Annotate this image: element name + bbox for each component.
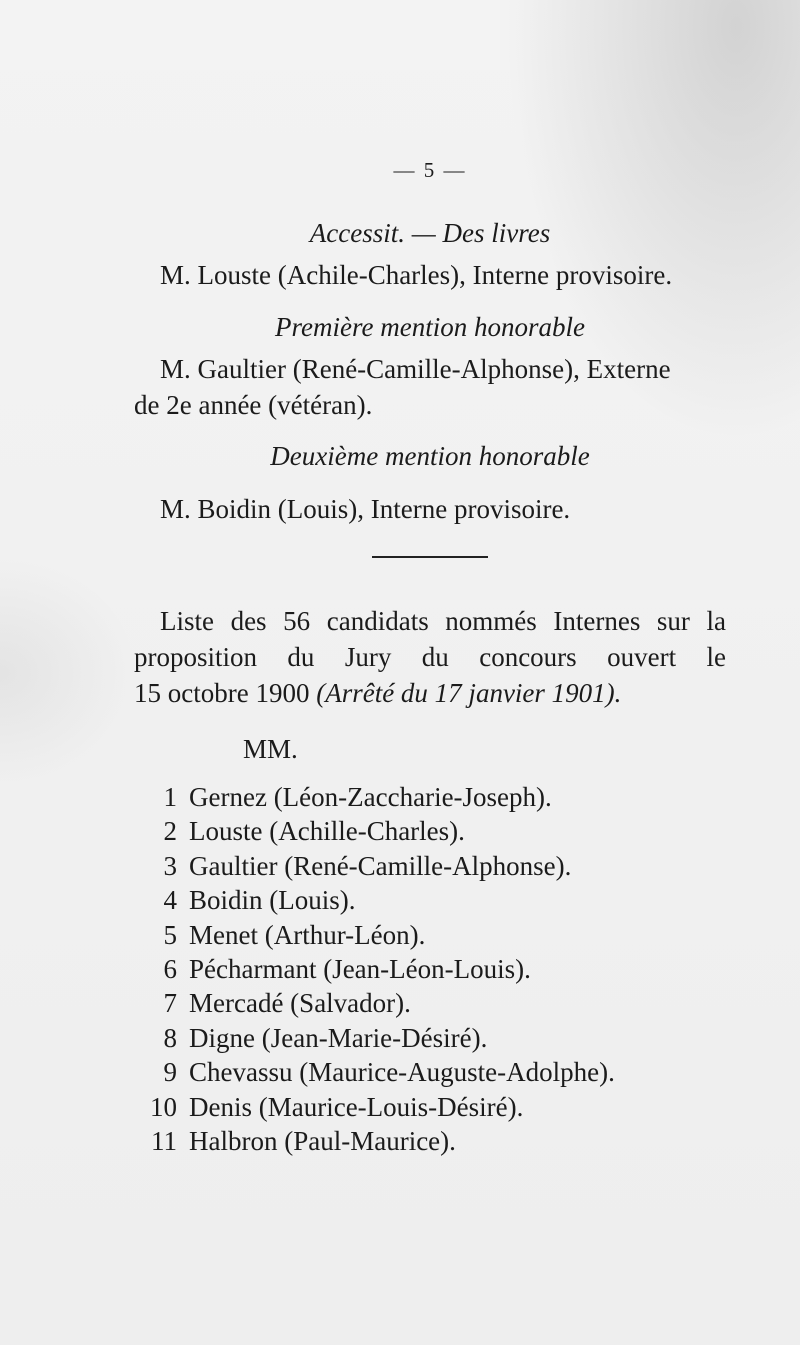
liste-paragraph-line3 (134, 680, 621, 707)
liste-arrete-text: (Arrêté du 17 janvier 1901). (316, 678, 622, 708)
accessit-heading: Accessit. — Des livres (309, 218, 551, 248)
section-divider (372, 556, 488, 558)
candidate-name: Denis (Maurice-Louis-Désiré). (189, 1091, 524, 1122)
accessit-entry: M. Louste (Achile-Charles), Interne provisoire. (160, 260, 673, 290)
candidate-number: 10 (150, 1091, 177, 1122)
candidate-name: Gaultier (René-Camille-Alphonse). (189, 850, 572, 881)
candidate-name: Boidin (Louis). (189, 885, 356, 916)
premiere-mention-entry-line1: M. Gaultier (René-Camille-Alphonse), Externe (160, 354, 671, 384)
list-item (135, 818, 755, 852)
mm-label: MM. (243, 734, 298, 764)
candidate-list (135, 784, 755, 1162)
candidate-number: 7 (163, 988, 177, 1019)
list-item (135, 1091, 755, 1128)
candidate-name: Mercadé (Salvador). (189, 988, 411, 1019)
candidate-name: Chevassu (Maurice-Auguste-Adolphe). (189, 1057, 615, 1088)
candidate-number: 8 (163, 1022, 177, 1053)
candidate-number: 5 (163, 919, 177, 950)
page-number: — 5 — (393, 158, 467, 182)
candidate-name: Pécharmant (Jean-Léon-Louis). (189, 953, 531, 984)
candidate-name: Louste (Achille-Charles). (189, 816, 465, 847)
list-item (135, 784, 755, 818)
deuxieme-mention-heading: Deuxième mention honorable (270, 441, 590, 471)
deuxieme-mention-entry: M. Boidin (Louis), Interne provisoire. (160, 494, 571, 524)
list-item (135, 1125, 755, 1162)
candidate-name: Gernez (Léon-Zaccharie-Joseph). (189, 782, 552, 812)
list-item (135, 953, 755, 990)
candidate-number: 3 (163, 850, 177, 881)
candidate-name: Menet (Arthur-Léon). (189, 919, 426, 950)
liste-date-text: 15 octobre 1900 (134, 678, 317, 708)
candidate-number: 4 (163, 885, 177, 916)
list-item (135, 1059, 755, 1093)
candidate-number: 11 (151, 1125, 177, 1156)
liste-paragraph-line1: Liste des 56 candidats nommés Internes sur la (160, 606, 726, 636)
candidate-number: 6 (163, 953, 177, 984)
premiere-mention-heading: Première mention honorable (275, 312, 585, 342)
premiere-mention-entry-line2: de 2e année (vétéran). (134, 390, 373, 420)
list-item (135, 887, 755, 921)
list-item (135, 850, 755, 887)
candidate-number: 2 (163, 816, 177, 847)
list-item (135, 990, 755, 1024)
list-item (135, 919, 755, 956)
candidate-number: 9 (163, 1057, 177, 1088)
candidate-name: Digne (Jean-Marie-Désiré). (189, 1022, 488, 1053)
candidate-number: 1 (163, 782, 177, 812)
liste-paragraph-line2: proposition du Jury du concours ouvert le (134, 642, 726, 672)
list-item (135, 1022, 755, 1059)
candidate-name: Halbron (Paul-Maurice). (189, 1125, 456, 1156)
